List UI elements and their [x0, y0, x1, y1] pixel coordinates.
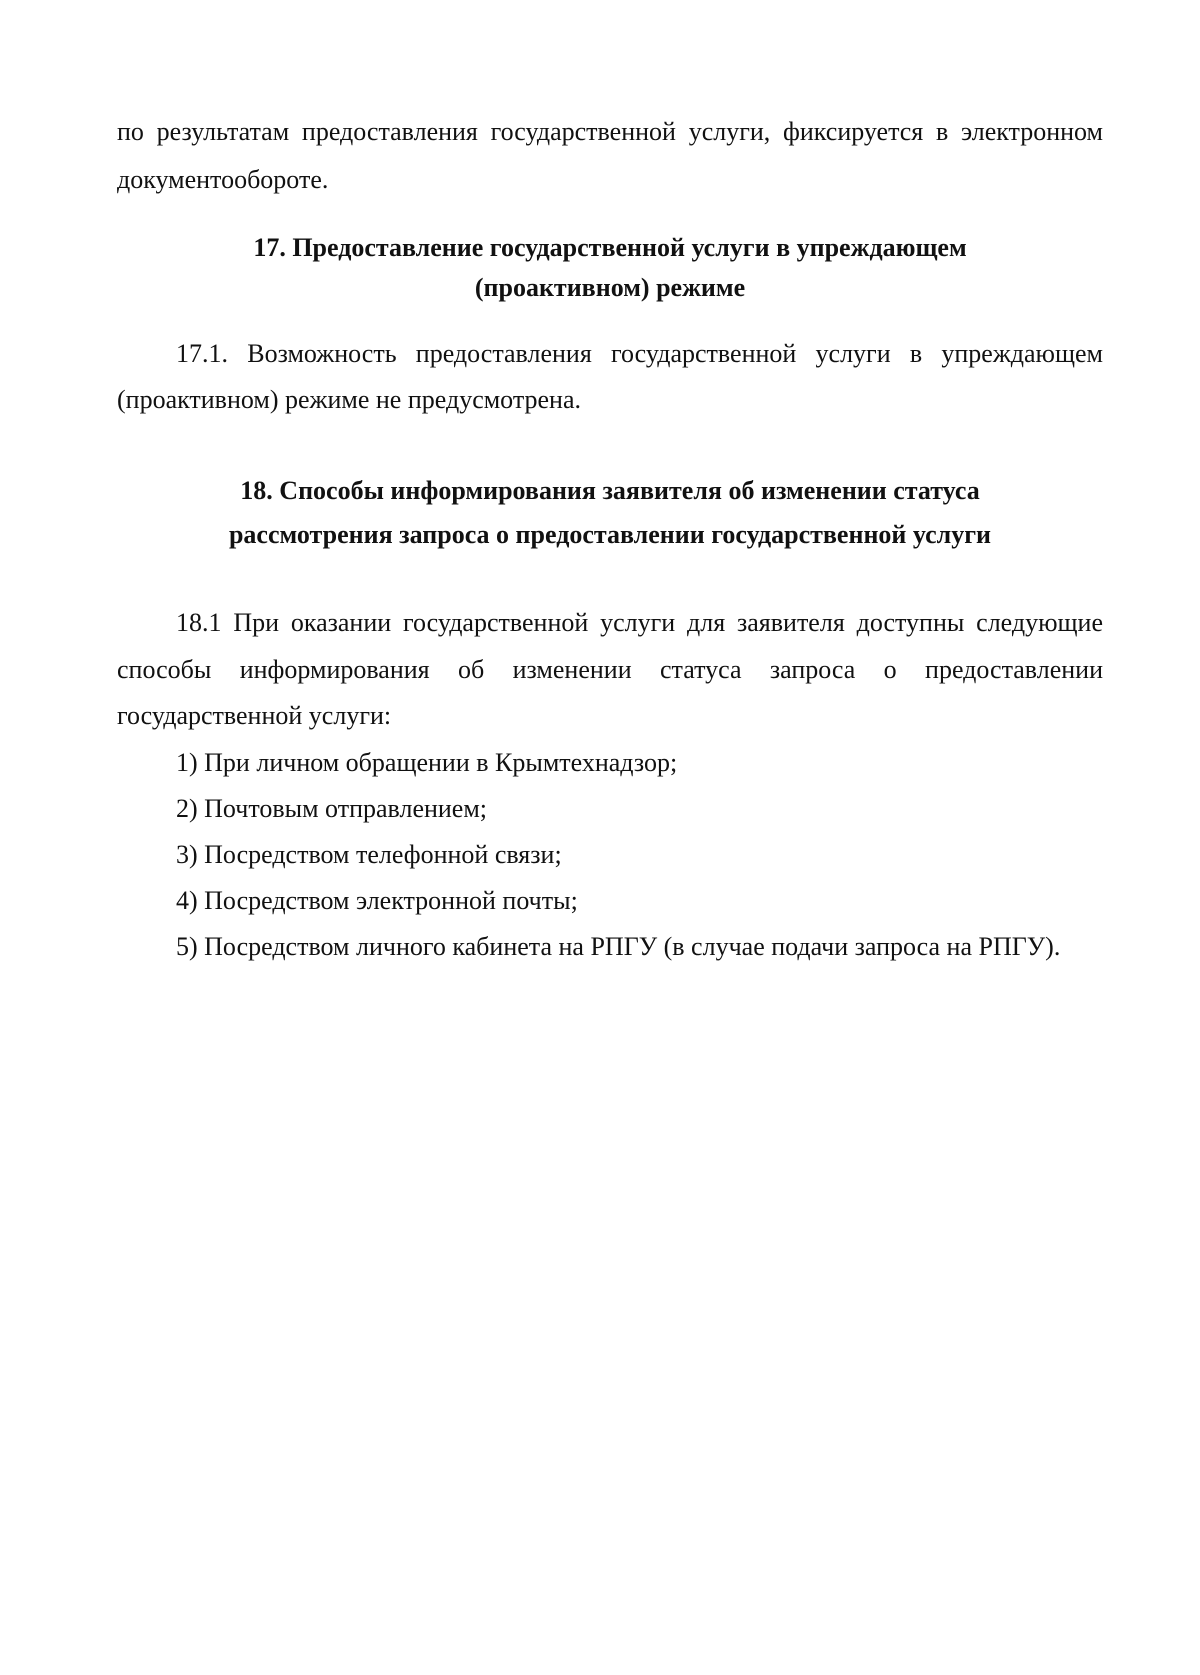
list-item-4: 4) Посредством электронной почты;: [176, 886, 578, 915]
section-17-heading-line-2: (проактивном) режиме: [474, 273, 746, 302]
list-item-1: 1) При личном обращении в Крымтехнадзор;: [176, 748, 678, 777]
intro-line-1: по результатам предоставления государственной услуги, фиксируется в электронном: [117, 117, 1103, 146]
list-item-2: 2) Почтовым отправлением;: [176, 794, 488, 823]
section-17-paragraph-line-1: 17.1. Возможность предоставления государственной услуги в упреждающем: [176, 339, 1103, 368]
intro-line-2: документообороте.: [117, 165, 329, 194]
section-18-paragraph-line-2: способы информирования об изменении статуса запроса о предоставлении: [117, 655, 1103, 684]
section-18-heading-line-1: 18. Способы информирования заявителя об изменении статуса: [240, 476, 980, 505]
section-18-paragraph-line-1: 18.1 При оказании государственной услуги для заявителя доступны следующие: [176, 608, 1103, 637]
section-17-heading-line-1: 17. Предоставление государственной услуги в упреждающем: [253, 233, 967, 262]
section-17-paragraph-line-2: (проактивном) режиме не предусмотрена.: [117, 385, 582, 414]
list-item-3: 3) Посредством телефонной связи;: [176, 840, 562, 869]
list-item-5: 5) Посредством личного кабинета на РПГУ (в случае подачи запроса на РПГУ).: [176, 932, 1061, 961]
section-18-paragraph-line-3: государственной услуги:: [117, 701, 392, 730]
section-18-heading-line-2: рассмотрения запроса о предоставлении государственной услуги: [228, 520, 992, 549]
